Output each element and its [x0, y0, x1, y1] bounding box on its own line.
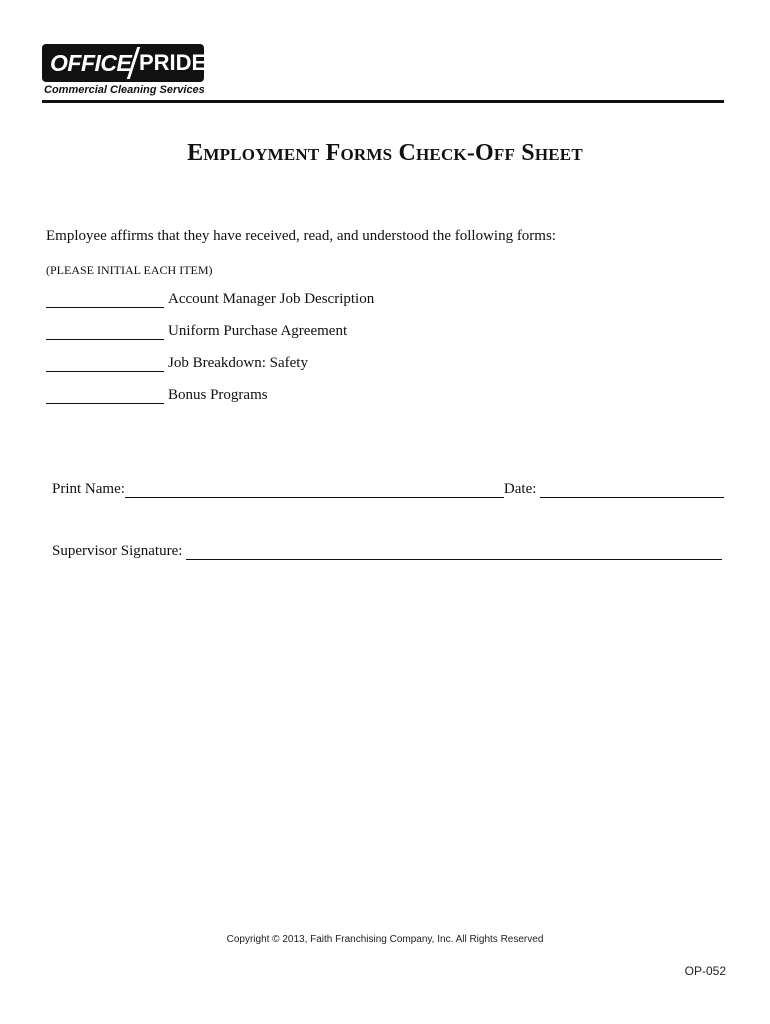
office-pride-logo	[42, 44, 212, 98]
checklist-item	[46, 387, 268, 404]
intro-text: Employee affirms that they have received, read, and understood the following forms:	[46, 228, 556, 244]
checklist-item-label: Bonus Programs	[168, 387, 268, 403]
checklist-item	[46, 323, 347, 340]
checklist-item-label: Account Manager Job Description	[168, 291, 375, 307]
logo-brand-pride: PRIDE	[139, 50, 207, 75]
initial-field[interactable]	[46, 325, 164, 340]
checklist-item	[46, 291, 374, 308]
checklist-item	[46, 355, 308, 372]
initial-field[interactable]	[46, 293, 164, 308]
logo-badge	[42, 44, 207, 82]
form-code: OP-052	[684, 964, 726, 978]
print-name-label: Print Name:	[52, 481, 125, 497]
copyright-notice: Copyright © 2013, Faith Franchising Company, Inc. All Rights Reserved	[226, 934, 544, 945]
initial-field[interactable]	[46, 357, 164, 372]
header-rule	[42, 100, 724, 103]
print-name-field[interactable]	[125, 482, 504, 498]
checklist-item-label: Uniform Purchase Agreement	[168, 323, 348, 339]
instruction-text: (PLEASE INITIAL EACH ITEM)	[46, 263, 213, 277]
page-title: Employment Forms Check-Off Sheet	[187, 140, 583, 166]
date-field[interactable]	[540, 482, 724, 498]
supervisor-signature-label: Supervisor Signature:	[52, 543, 183, 559]
supervisor-signature-field[interactable]	[186, 544, 722, 560]
initial-field[interactable]	[46, 389, 164, 404]
logo-brand-office: OFFICE	[50, 50, 132, 76]
logo-tagline: Commercial Cleaning Services	[44, 84, 205, 96]
checklist-item-label: Job Breakdown: Safety	[168, 355, 308, 371]
date-label: Date:	[503, 481, 537, 497]
name-date-row	[52, 481, 724, 498]
supervisor-signature-row	[52, 543, 722, 560]
